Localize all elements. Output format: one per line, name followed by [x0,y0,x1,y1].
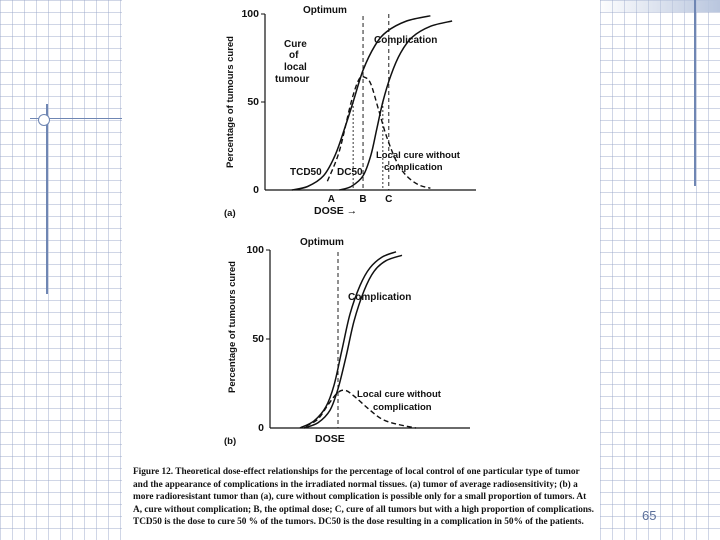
panel-a-optimum-label: Optimum [303,5,347,16]
panel-b-ytick-0: 0 [258,422,264,434]
panel-a-marker-c: C [385,194,393,205]
panel-a-ytick-0: 0 [253,184,259,196]
figure-caption [133,466,595,529]
chart-panel-a [224,5,476,219]
panel-a-marker-a: A [327,194,335,205]
panel-b-local-cure-label-1: Local cure without [357,389,441,400]
panel-a-ytick-50: 50 [247,96,259,108]
panel-a-xlabel: DOSE → [314,205,358,217]
panel-a-complication-label: Complication [374,35,438,46]
panel-b-local-cure-label-2: complication [373,402,432,413]
panel-a-local-cure-label-1: Local cure without [376,150,460,161]
panel-b-optimum-label: Optimum [300,237,344,248]
figure-caption-text: Theoretical dose-effect relationships for the percentage of local control of one particular type of tumor and the appearance of complications in the irradiated normal tissues. (a) tumor of average radiosensitivity; (b) a more radioresistant tumor than (a), cure without complication is possible only for a small proportion of tumors. At A, cure without complication; B, the optimal dose; C, cure of all tumors but with a high proportion of complications. TCD50 is the dose to cure 50 % of the tumors. DC50 is the dose resulting in a complication in 50% of the patients. [133,467,594,528]
panel-a-tcd50-label: TCD50 [290,167,322,178]
panel-a-marker-b: B [359,194,367,205]
panel-b-complication-label: Complication [348,292,412,303]
panel-a-cure-label-3: local [284,62,307,73]
figure-caption-label: Figure 12. [133,467,174,477]
panel-a-local-cure-label-2: complication [384,162,443,173]
chart-panel-b [224,237,470,447]
panel-a-cure-label-4: tumour [275,74,310,85]
panel-b-xlabel: DOSE [315,433,345,445]
panel-b-ytick-100: 100 [246,244,264,256]
panel-a-cure-label-2: of [289,50,299,61]
panel-a-dc50-label: DC50 [337,167,363,178]
panel-a-cure-label-1: Cure [284,39,307,50]
panel-a-ylabel: Percentage of tumours cured [225,36,236,168]
panel-b-ytick-50: 50 [252,333,264,345]
panel-b-ylabel: Percentage of tumours cured [227,261,238,393]
page-number: 65 [642,508,657,523]
panel-b-label: (b) [224,436,237,447]
panel-a-ytick-100: 100 [241,8,259,20]
panel-a-label: (a) [224,208,236,219]
